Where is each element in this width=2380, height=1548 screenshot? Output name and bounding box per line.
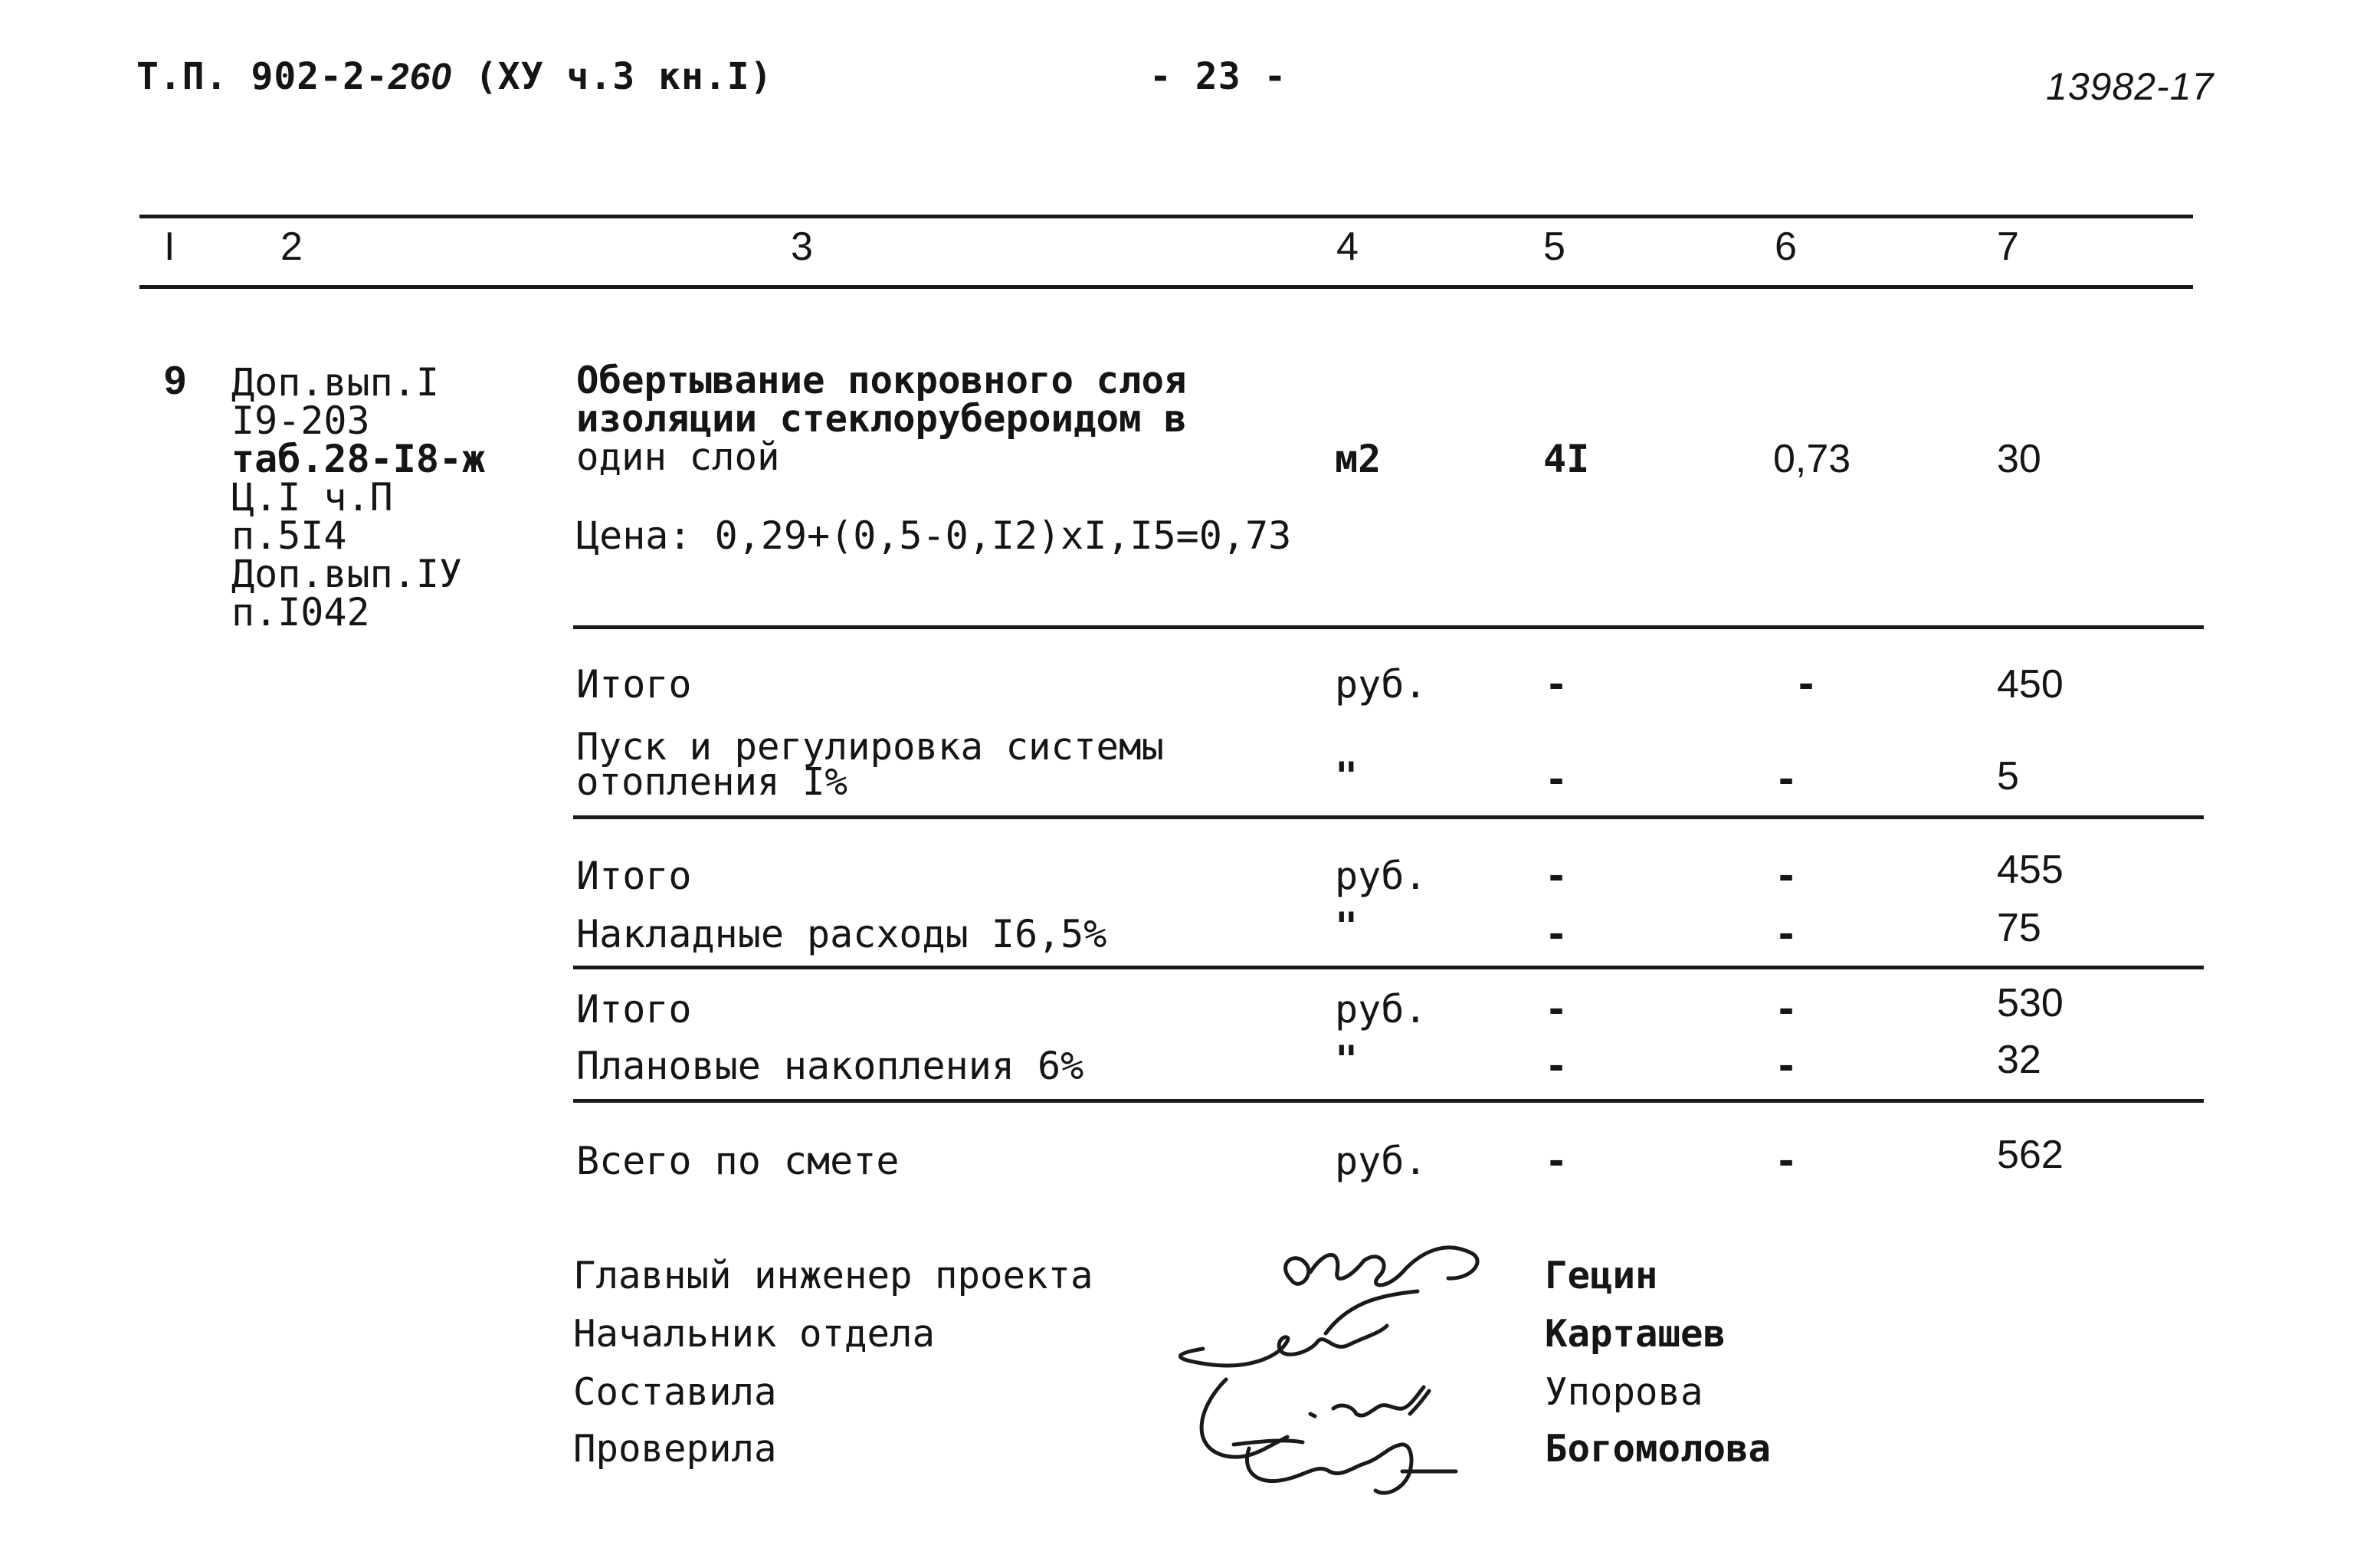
grand-total-label: Всего по смете xyxy=(576,1139,900,1183)
summary-label-multiline xyxy=(576,725,1165,804)
column-number-2: 2 xyxy=(280,225,303,269)
handwritten-signatures xyxy=(1134,1218,1533,1502)
summary-col5: - xyxy=(1545,1139,1569,1183)
column-number-4: 4 xyxy=(1336,225,1359,269)
table-header-bottom-rule xyxy=(139,285,2193,289)
summary-col5: - xyxy=(1545,854,1569,898)
description-line: Обертывание покровного слоя xyxy=(576,359,1187,402)
summary-total: 32 xyxy=(1997,1038,2041,1082)
grand-total-unit: руб. xyxy=(1335,1139,1428,1183)
ref-line: Ц.I ч.П xyxy=(231,475,393,520)
description-line: изоляции стеклорубероидом в xyxy=(576,397,1187,441)
summary-rule xyxy=(573,966,2204,969)
item-quantity: 4I xyxy=(1543,437,1590,481)
signature-role: Главный инженер проекта xyxy=(573,1254,1093,1297)
summary-label: Пуск и регулировка системы xyxy=(576,725,1165,769)
summary-label: Итого xyxy=(576,854,692,898)
doc-number-handwritten: 260 xyxy=(388,57,452,97)
summary-label: Плановые накопления 6% xyxy=(576,1044,1084,1088)
summary-col6: - xyxy=(1775,757,1798,802)
summary-col5: - xyxy=(1545,912,1569,956)
page-number: - 23 - xyxy=(1149,55,1287,98)
table-top-rule xyxy=(139,215,2193,218)
signature-role: Проверила xyxy=(573,1427,777,1471)
summary-unit: " xyxy=(1335,1038,1359,1082)
summary-col6: - xyxy=(1795,662,1818,707)
summary-total: 455 xyxy=(1997,848,2064,892)
ref-line: п.I042 xyxy=(231,590,370,635)
ref-line: I9-203 xyxy=(231,398,370,443)
ref-line: Доп.вып.IУ xyxy=(231,552,463,596)
item-references xyxy=(231,360,486,635)
ref-line: таб.28-I8-ж xyxy=(231,437,486,481)
signature-name: Гецин xyxy=(1545,1254,1658,1297)
summary-unit: руб. xyxy=(1335,662,1428,707)
grand-total-value: 562 xyxy=(1997,1133,2064,1177)
description-line: один слой xyxy=(576,435,780,479)
signature-name: Карташев xyxy=(1545,1312,1726,1356)
summary-col6: - xyxy=(1775,912,1798,956)
signature-stroke xyxy=(1180,1291,1418,1366)
archive-number: 13982-17 xyxy=(2046,65,2214,108)
summary-label: отопления I% xyxy=(576,760,848,804)
summary-total: 5 xyxy=(1997,754,2019,799)
summary-col6: - xyxy=(1775,987,1798,1031)
summary-total: 530 xyxy=(1997,981,2064,1025)
summary-label: Накладные расходы I6,5% xyxy=(576,912,1107,956)
signature-role: Составила xyxy=(573,1370,777,1414)
summary-col5: - xyxy=(1545,1044,1569,1088)
price-formula: Цена: 0,29+(0,5-0,I2)хI,I5=0,73 xyxy=(576,513,1292,558)
item-unit: м2 xyxy=(1335,437,1382,481)
ref-line: Доп.вып.I xyxy=(231,360,439,405)
summary-rule xyxy=(573,1099,2204,1103)
summary-label: Итого xyxy=(576,662,692,707)
summary-rule xyxy=(573,625,2204,629)
document-code xyxy=(136,55,773,98)
summary-col5: - xyxy=(1545,987,1569,1031)
summary-row xyxy=(0,662,2299,711)
signature-role: Начальник отдела xyxy=(573,1312,936,1356)
item-total: 30 xyxy=(1997,437,2041,481)
summary-rule xyxy=(573,815,2204,819)
signature-stroke xyxy=(1286,1248,1477,1285)
signature-name: Богомолова xyxy=(1545,1427,1772,1471)
column-number-1: I xyxy=(164,225,175,269)
column-number-7: 7 xyxy=(1997,225,2019,269)
item-description xyxy=(576,359,1187,479)
summary-col6: - xyxy=(1775,1139,1798,1183)
column-number-3: 3 xyxy=(791,225,813,269)
item-number: 9 xyxy=(164,359,186,403)
signature-name: Упорова xyxy=(1545,1370,1703,1414)
summary-unit: " xyxy=(1335,904,1359,949)
summary-label: Итого xyxy=(576,987,692,1031)
summary-unit: руб. xyxy=(1335,987,1428,1031)
summary-unit: " xyxy=(1335,754,1359,799)
doc-prefix: Т.П. 902-2- xyxy=(136,55,388,98)
summary-col5: - xyxy=(1545,757,1569,802)
summary-unit: руб. xyxy=(1335,854,1428,898)
column-number-6: 6 xyxy=(1775,225,1797,269)
column-number-5: 5 xyxy=(1543,225,1565,269)
summary-total: 75 xyxy=(1997,906,2041,950)
summary-total: 450 xyxy=(1997,662,2064,707)
doc-suffix: (ХУ ч.3 кн.I) xyxy=(474,55,773,98)
summary-col5: - xyxy=(1545,662,1569,707)
summary-col6: - xyxy=(1775,1044,1798,1088)
ref-line: п.5I4 xyxy=(231,513,347,558)
summary-col6: - xyxy=(1775,854,1798,898)
item-unit-price: 0,73 xyxy=(1773,437,1851,481)
